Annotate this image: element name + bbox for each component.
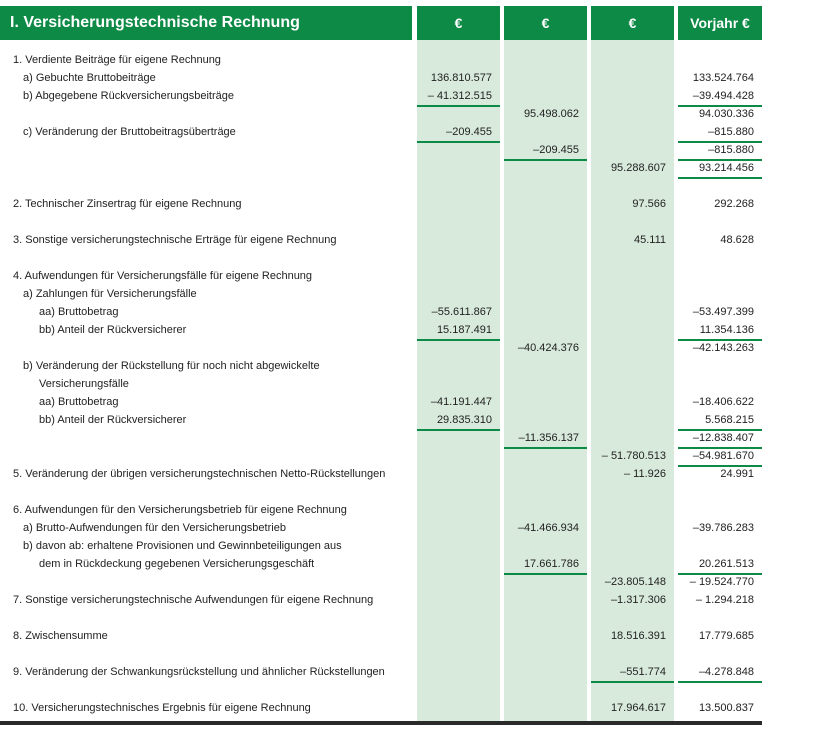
row-label: bb) Anteil der Rückversicherer [39, 414, 187, 426]
row-label: dem in Rückdeckung gegebenen Versicherungsgeschäft [39, 558, 315, 570]
subtotal-rule [417, 105, 500, 107]
prior-year-value: – 1.294.218 [695, 594, 754, 606]
subtotal-rule [678, 573, 762, 575]
header-col-4-label: Vorjahr € [690, 15, 750, 31]
subtotal-rule [678, 141, 762, 143]
prior-year-value: –4.278.848 [698, 666, 754, 678]
row-label: Versicherungsfälle [39, 378, 129, 390]
header-col-4 [678, 6, 762, 40]
subtotal-rule [591, 681, 674, 683]
subtotal-rule [678, 429, 762, 431]
amount-col-3: 18.516.391 [610, 630, 666, 642]
subtotal-rule [678, 105, 762, 107]
prior-year-value: –815.880 [708, 126, 754, 138]
subtotal-rule [504, 447, 587, 449]
amount-col-2: 95.498.062 [523, 108, 579, 120]
amount-col-1: –41.191.447 [430, 396, 492, 408]
header-col-1 [417, 6, 500, 40]
amount-col-3: –23.805.148 [604, 576, 666, 588]
amount-col-3: – 11.926 [623, 468, 666, 480]
row-label: 9. Veränderung der Schwankungsrückstellung und ähnlicher Rückstellungen [13, 666, 385, 678]
row-label: 8. Zwischensumme [13, 630, 108, 642]
row-label: 10. Versicherungstechnisches Ergebnis für eigene Rechnung [13, 702, 311, 714]
row-label: bb) Anteil der Rückversicherer [39, 324, 187, 336]
amount-col-3: – 51.780.513 [601, 450, 666, 462]
header-col-1-label: € [454, 15, 463, 31]
table-title: I. Versicherungstechnische Rechnung [10, 14, 300, 31]
row-label: 3. Sonstige versicherungstechnische Erträge für eigene Rechnung [13, 234, 337, 246]
column-band-3 [591, 40, 674, 721]
prior-year-value: 13.500.837 [698, 702, 754, 714]
bottom-rule [0, 721, 762, 725]
amount-col-3: 95.288.607 [610, 162, 666, 174]
subtotal-rule [678, 465, 762, 467]
row-label: a) Brutto-Aufwendungen für den Versicherungsbetrieb [23, 522, 286, 534]
prior-year-value: 5.568.215 [705, 414, 754, 426]
amount-col-1: 29.835.310 [436, 414, 492, 426]
header-col-3-label: € [628, 15, 637, 31]
subtotal-rule [678, 681, 762, 683]
subtotal-rule [504, 159, 587, 161]
amount-col-3: –551.774 [620, 666, 666, 678]
subtotal-rule [678, 159, 762, 161]
amount-col-2: –209.455 [533, 144, 579, 156]
row-label: b) davon ab: erhaltene Provisionen und Gewinnbeteiligungen aus [23, 540, 342, 552]
amount-col-1: 15.187.491 [436, 324, 492, 336]
prior-year-value: 11.354.136 [699, 324, 754, 336]
row-label: b) Abgegebene Rückversicherungsbeiträge [23, 90, 234, 102]
subtotal-rule [678, 339, 762, 341]
header-col-2 [504, 6, 587, 40]
amount-col-2: –41.466.934 [517, 522, 579, 534]
prior-year-value: –39.786.283 [692, 522, 754, 534]
row-label: 7. Sonstige versicherungstechnische Aufwendungen für eigene Rechnung [13, 594, 374, 606]
prior-year-value: 48.628 [720, 234, 754, 246]
header-col-3 [591, 6, 674, 40]
amount-col-3: 17.964.617 [610, 702, 666, 714]
subtotal-rule [417, 339, 500, 341]
row-label: 2. Technischer Zinsertrag für eigene Rechnung [13, 198, 242, 210]
prior-year-value: 17.779.685 [698, 630, 754, 642]
row-label: a) Zahlungen für Versicherungsfälle [23, 288, 197, 300]
row-label: c) Veränderung der Bruttobeitragsüberträge [23, 126, 236, 138]
amount-col-1: 136.810.577 [430, 72, 492, 84]
row-label: aa) Bruttobetrag [39, 306, 119, 318]
prior-year-value: –18.406.622 [692, 396, 754, 408]
amount-col-2: –11.356.137 [518, 432, 579, 444]
subtotal-rule [678, 177, 762, 179]
amount-col-2: –40.424.376 [517, 342, 579, 354]
row-label: 5. Veränderung der übrigen versicherungstechnischen Netto-Rückstellungen [13, 468, 386, 480]
subtotal-rule [417, 429, 500, 431]
prior-year-value: –42.143.263 [692, 342, 754, 354]
row-label: b) Veränderung der Rückstellung für noch nicht abgewickelte [23, 360, 320, 372]
prior-year-value: –54.981.670 [692, 450, 754, 462]
prior-year-value: –815.880 [708, 144, 754, 156]
prior-year-value: –53.497.399 [692, 306, 754, 318]
row-label: aa) Bruttobetrag [39, 396, 119, 408]
row-label: 1. Verdiente Beiträge für eigene Rechnung [13, 54, 221, 66]
subtotal-rule [678, 447, 762, 449]
amount-col-1: – 41.312.515 [427, 90, 492, 102]
prior-year-value: 24.991 [720, 468, 754, 480]
row-label: a) Gebuchte Bruttobeiträge [23, 72, 156, 84]
row-label: 4. Aufwendungen für Versicherungsfälle für eigene Rechnung [13, 270, 313, 282]
subtotal-rule [417, 141, 500, 143]
subtotal-rule [504, 573, 587, 575]
amount-col-1: –55.611.867 [431, 306, 492, 318]
table-header-title [0, 6, 412, 40]
prior-year-value: 133.524.764 [692, 72, 754, 84]
prior-year-value: –39.494.428 [692, 90, 754, 102]
amount-col-1: –209.455 [446, 126, 492, 138]
amount-col-2: 17.661.786 [523, 558, 579, 570]
amount-col-3: 97.566 [632, 198, 666, 210]
amount-col-3: –1.317.306 [610, 594, 666, 606]
prior-year-value: 93.214.456 [698, 162, 754, 174]
header-col-2-label: € [541, 15, 550, 31]
prior-year-value: 292.268 [714, 198, 754, 210]
prior-year-value: – 19.524.770 [689, 576, 754, 588]
prior-year-value: 94.030.336 [698, 108, 754, 120]
amount-col-3: 45.111 [633, 234, 666, 246]
row-label: 6. Aufwendungen für den Versicherungsbetrieb für eigene Rechnung [13, 504, 347, 516]
prior-year-value: –12.838.407 [692, 432, 754, 444]
prior-year-value: 20.261.513 [698, 558, 754, 570]
